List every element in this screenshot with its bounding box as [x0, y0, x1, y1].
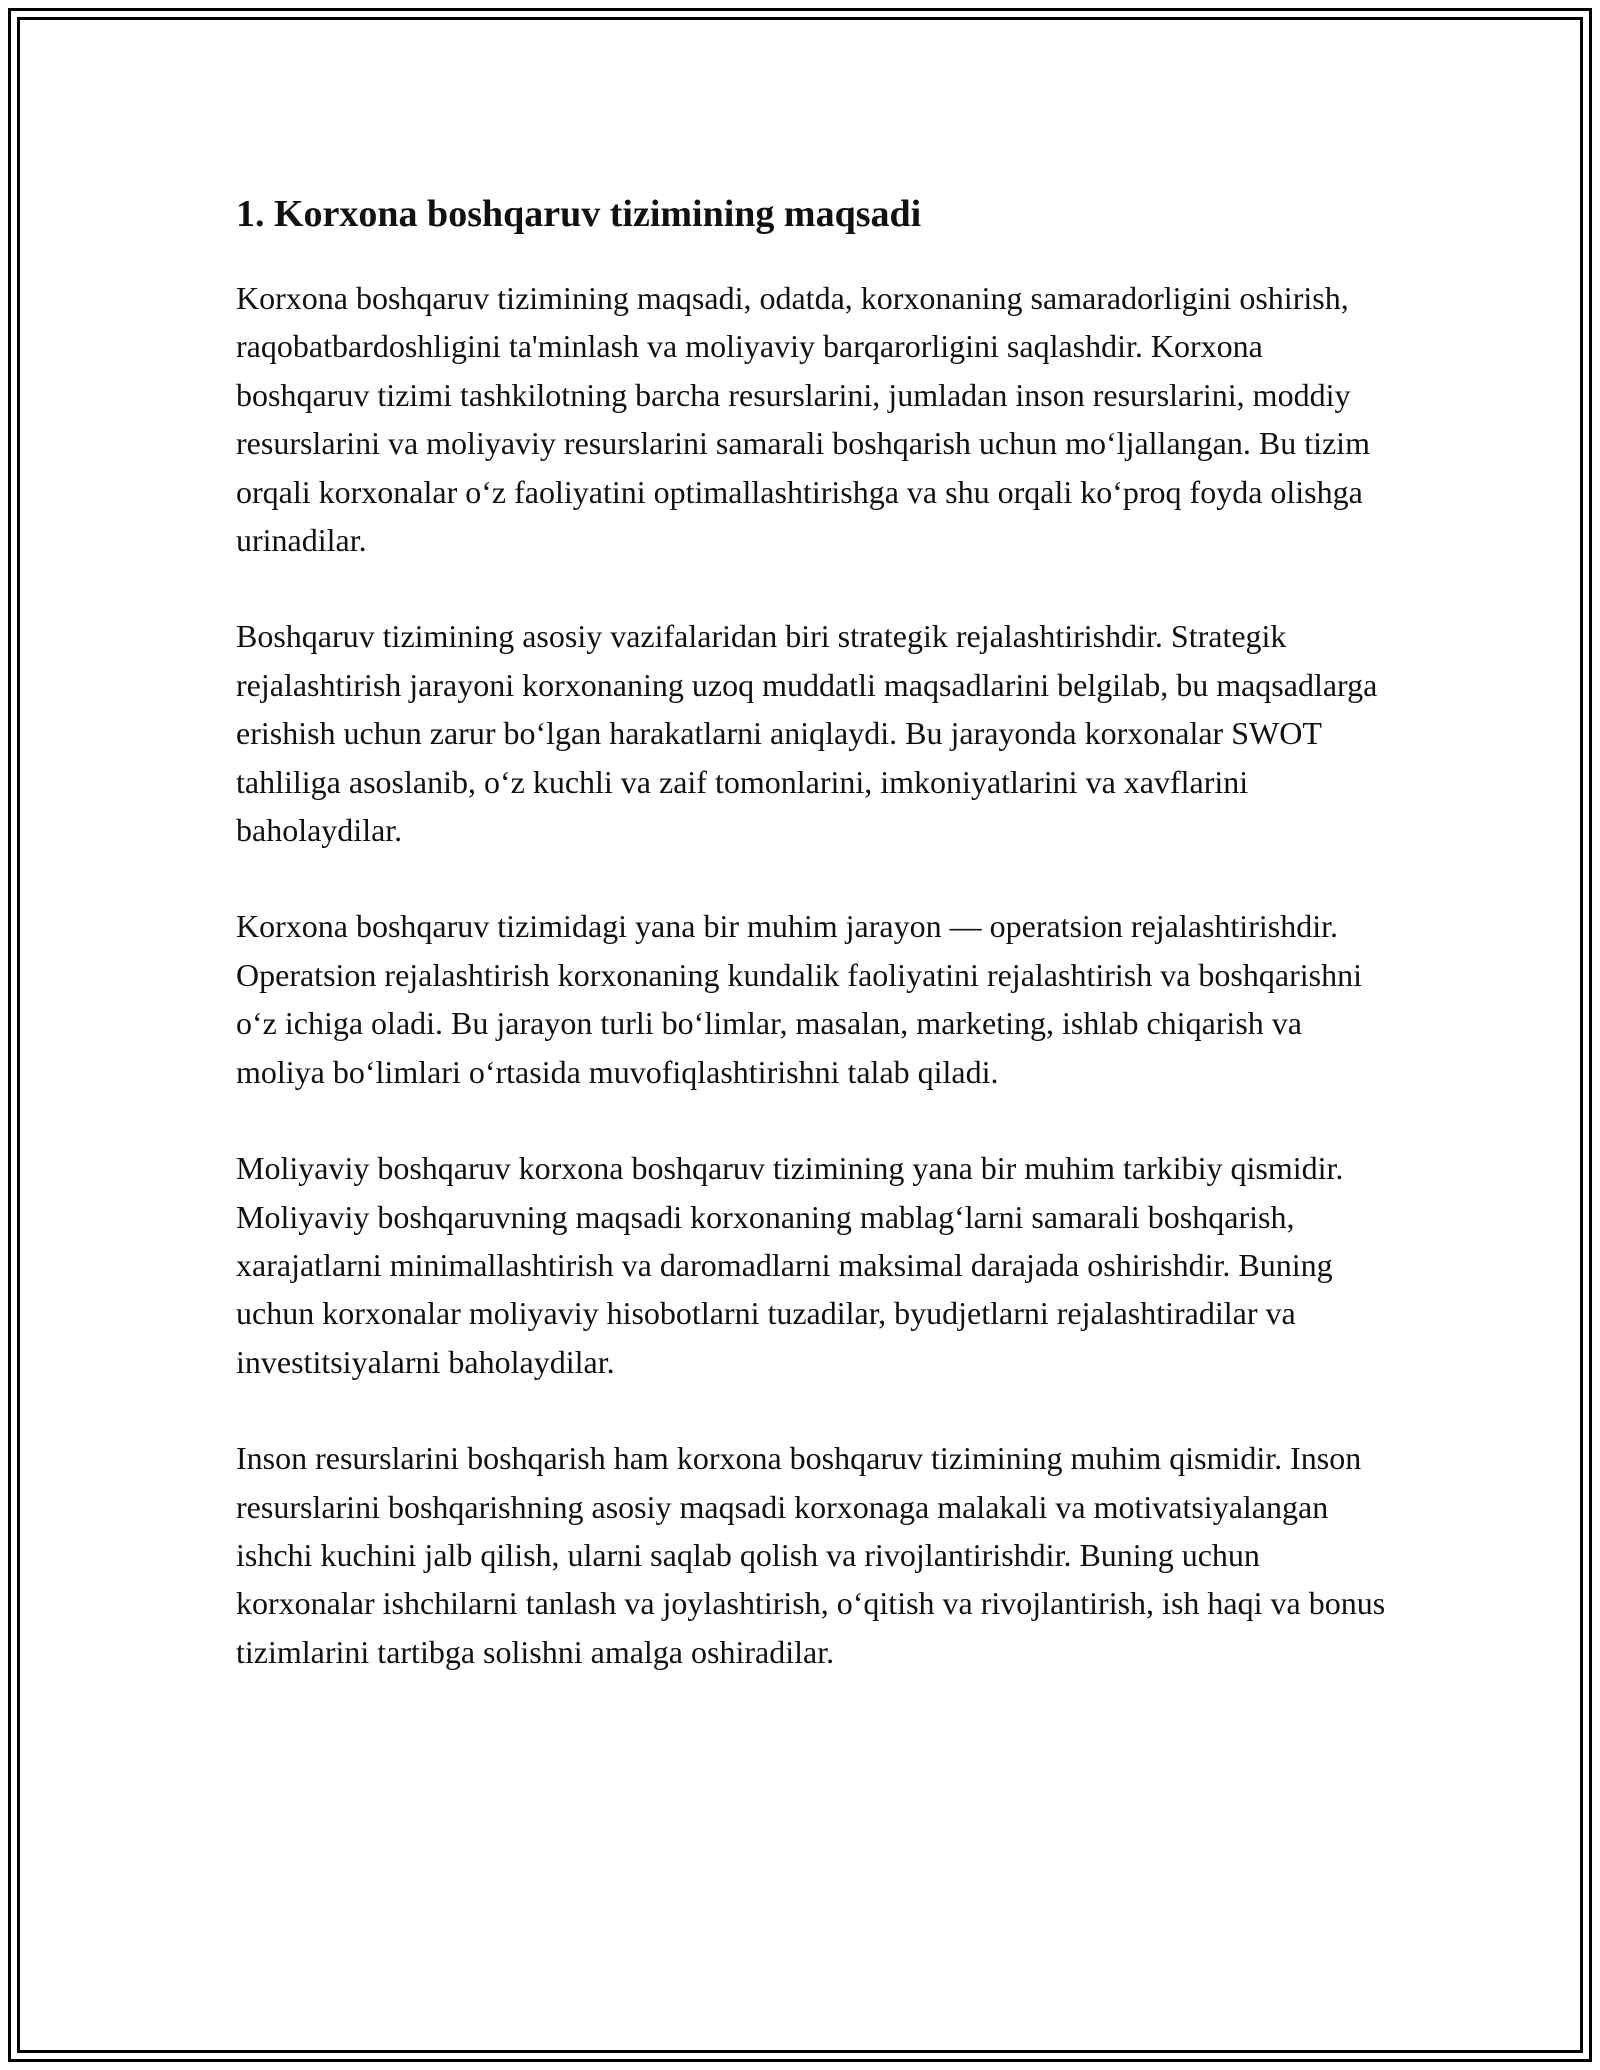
paragraph-operational-planning: Korxona boshqaruv tizimidagi yana bir muhim jarayon — operatsion rejalashtirishdir. Operatsion rejalashtirish korxonaning kundalik faoliyatini rejalashtirish va boshqarishni o‘z ichiga oladi. Bu jarayon turli bo‘limlar, masalan, marketing, ishlab chiqarish va moliya bo‘limlari o‘rtasida muvofiqlashtirishni talab qiladi.	[236, 908, 1362, 1090]
paragraph-human-resources: Inson resurslarini boshqarish ham korxona boshqaruv tizimining muhim qismidir. Inson resurslarini boshqarishning asosiy maqsadi korxonaga malakali va motivatsiyalangan ishchi kuchini jalb qilish, ularni saqlab qolish va rivojlantirishdir. Buning uchun korxonalar ishchilarni tanlash va joylashtirish, o‘qitish va rivojlantirish, ish haqi va bonus tizimlarini tartibga solishni amalga oshiradilar.	[236, 1440, 1386, 1670]
document-body	[236, 188, 1396, 1724]
paragraph-strategic-planning: Boshqaruv tizimining asosiy vazifalaridan biri strategik rejalashtirishdir. Strategik rejalashtirish jarayoni korxonaning uzoq muddatli maqsadlarini belgilab, bu maqsadlarga erishish uchun zarur bo‘lgan harakatlarni aniqlaydi. Bu jarayonda korxonalar SWOT tahliliga asoslanib, o‘z kuchli va zaif tomonlarini, imkoniyatlarini va xavflarini baholaydilar.	[236, 618, 1378, 849]
paragraph-purpose: Korxona boshqaruv tizimining maqsadi, odatda, korxonaning samaradorligini oshirish, raqobatbardoshligini ta'minlash va moliyaviy barqarorligini saqlashdir. Korxona boshqaruv tizimi tashkilotning barcha resurslarini, jumladan inson resurslarini, moddiy resurslarini va moliyaviy resurslarini samarali boshqarish uchun mo‘ljallangan. Bu tizim orqali korxonalar o‘z faoliyatini optimallashtirishga va shu orqali ko‘proq foyda olishga urinadilar.	[236, 280, 1370, 559]
section-heading: 1. Korxona boshqaruv tizimining maqsadi	[236, 193, 922, 235]
paragraph-financial-management: Moliyaviy boshqaruv korxona boshqaruv tizimining yana bir muhim tarkibiy qismidir. Moliyaviy boshqaruvning maqsadi korxonaning mablag‘larni samarali boshqarish, xarajatlarni minimallashtirish va daromadlarni maksimal darajada oshirishdir. Buning uchun korxonalar moliyaviy hisobotlarni tuzadilar, byudjetlarni rejalashtiradilar va investitsiyalarni baholaydilar.	[236, 1150, 1344, 1380]
